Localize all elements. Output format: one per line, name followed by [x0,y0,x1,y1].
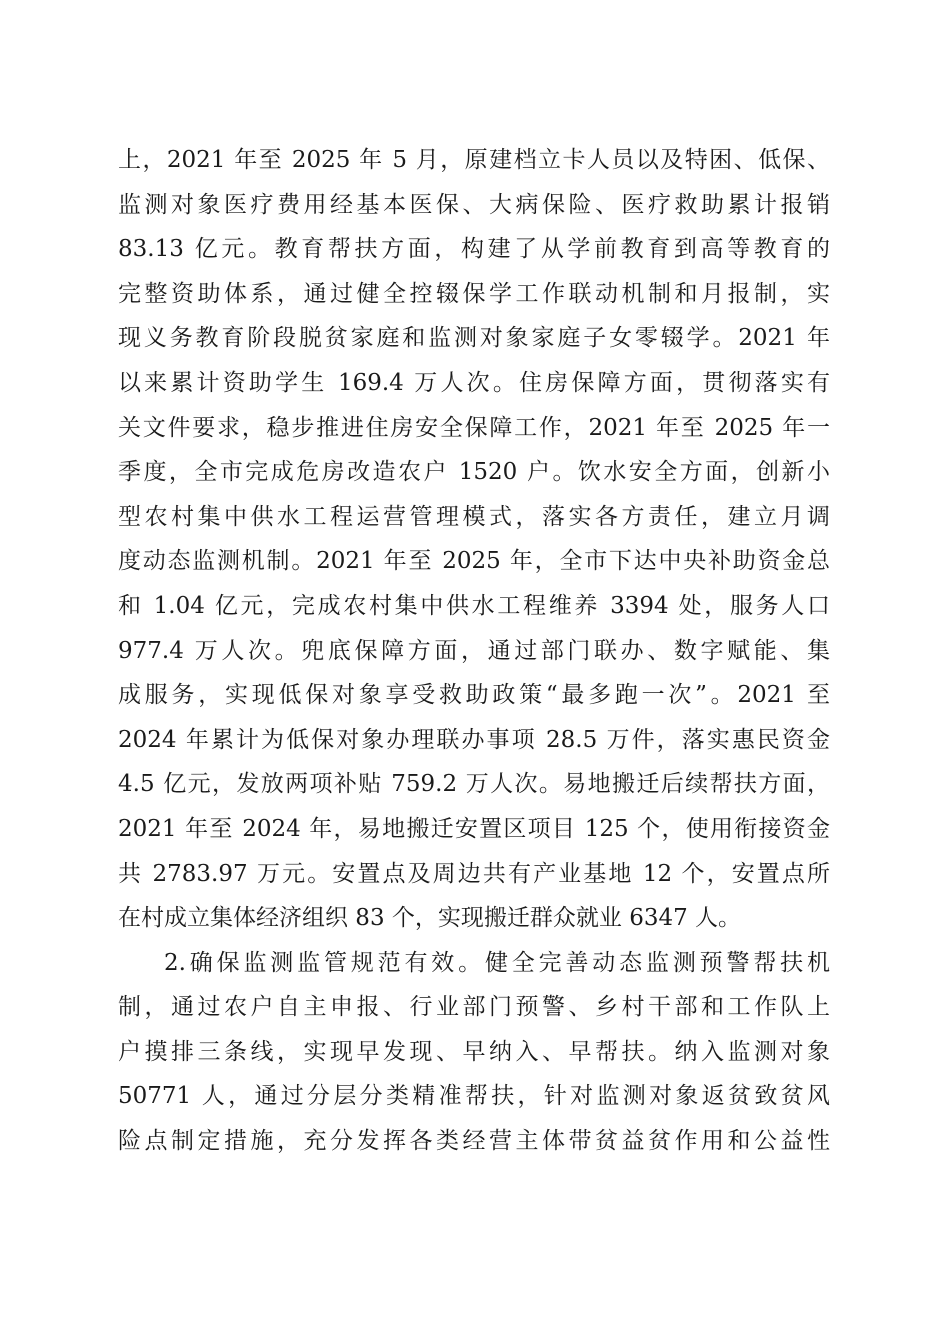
paragraph-1-line-13: 成服务，实现低保对象享受救助政策“最多跑一次”。2021 至 [118,682,830,709]
paragraph-2-line-2: 制，通过农户自主申报、行业部门预警、乡村干部和工作队上 [118,994,830,1021]
paragraph-1-line-10: 度动态监测机制。2021 年至 2025 年，全市下达中央补助资金总 [118,548,830,575]
paragraph-2-line-3: 户摸排三条线，实现早发现、早纳入、早帮扶。纳入监测对象 [118,1038,830,1065]
paragraph-2-line-5: 险点制定措施，充分发挥各类经营主体带贫益贫作用和公益性 [118,1128,830,1155]
paragraph-1-line-11: 和 1.04 亿元，完成农村集中供水工程维养 3394 处，服务人口 [118,592,830,619]
paragraph-1-line-8: 季度，全市完成危房改造农户 1520 户。饮水安全方面，创新小 [118,459,830,486]
paragraph-1-line-14: 2024 年累计为低保对象办理联办事项 28.5 万件，落实惠民资金 [118,726,830,753]
document-body [118,138,830,1164]
paragraph-1-line-18: 在村成立集体经济组织 83 个，实现搬迁群众就业 6347 人。 [118,905,742,932]
paragraph-1-line-16: 2021 年至 2024 年，易地搬迁安置区项目 125 个，使用衔接资金 [118,815,830,842]
paragraph-1-line-7: 关文件要求，稳步推进住房安全保障工作，2021 年至 2025 年一 [118,414,830,441]
paragraph-2-line-1: 2.确保监测监管规范有效。健全完善动态监测预警帮扶机 [164,949,830,976]
paragraph-1-line-15: 4.5 亿元，发放两项补贴 759.2 万人次。易地搬迁后续帮扶方面， [118,771,830,798]
paragraph-2-line-4: 50771 人，通过分层分类精准帮扶，针对监测对象返贫致贫风 [118,1083,830,1110]
paragraph-1-line-5: 现义务教育阶段脱贫家庭和监测对象家庭子女零辍学。2021 年 [118,325,830,352]
paragraph-1 [118,138,830,941]
paragraph-1-line-2: 监测对象医疗费用经基本医保、大病保险、医疗救助累计报销 [118,191,830,218]
paragraph-1-line-17: 共 2783.97 万元。安置点及周边共有产业基地 12 个，安置点所 [118,860,830,887]
paragraph-1-line-9: 型农村集中供水工程运营管理模式，落实各方责任，建立月调 [118,503,830,530]
paragraph-1-line-4: 完整资助体系，通过健全控辍保学工作联动机制和月报制，实 [118,280,830,307]
paragraph-1-line-12: 977.4 万人次。兜底保障方面，通过部门联办、数字赋能、集 [118,637,830,664]
paragraph-2 [118,941,830,1164]
paragraph-1-line-1: 上，2021 年至 2025 年 5 月，原建档立卡人员以及特困、低保、 [118,147,830,173]
paragraph-1-line-6: 以来累计资助学生 169.4 万人次。住房保障方面，贯彻落实有 [118,369,830,396]
paragraph-1-line-3: 83.13 亿元。教育帮扶方面，构建了从学前教育到高等教育的 [118,236,830,263]
